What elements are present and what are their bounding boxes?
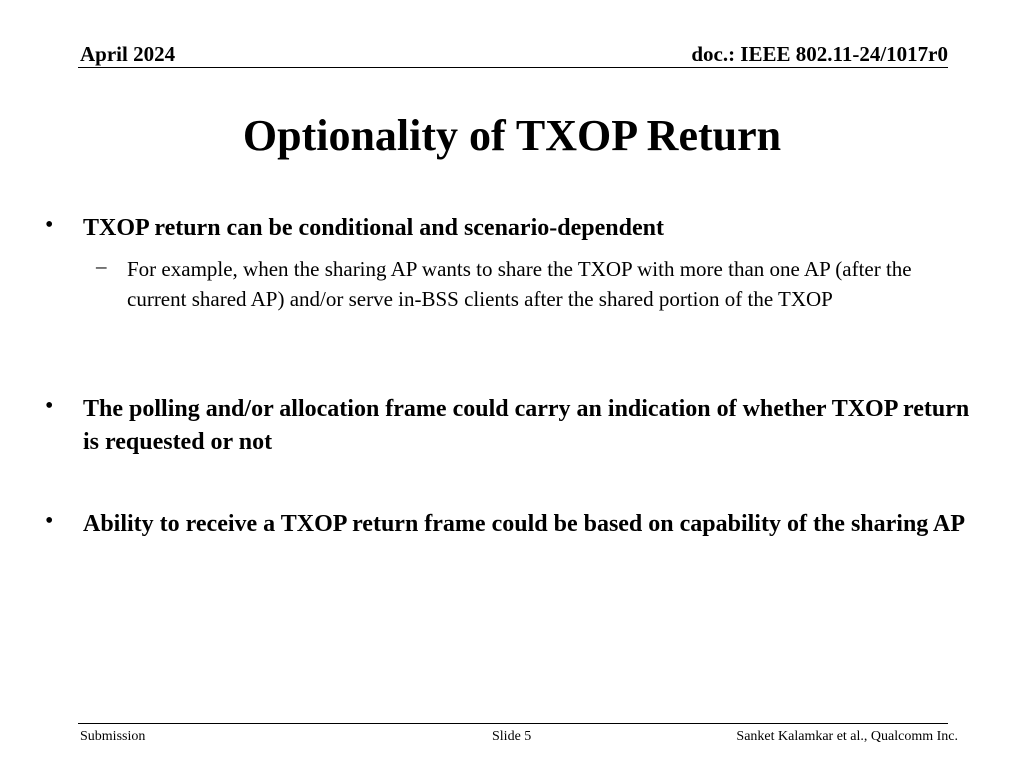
bullet-icon: • — [45, 508, 54, 534]
footer-slide-number: Slide 5 — [492, 729, 532, 744]
bullet-text-1: TXOP return can be conditional and scenario-dependent — [83, 215, 664, 241]
header-divider — [78, 67, 948, 68]
bullet-text-3: Ability to receive a TXOP return frame could be based on capability of the sharing AP — [83, 511, 965, 537]
bullet-item-2 — [45, 393, 975, 459]
footer-submission: Submission — [80, 729, 146, 744]
bullet-item-3 — [45, 508, 975, 541]
bullet-icon: • — [45, 212, 54, 238]
bullet-item-1 — [45, 212, 975, 245]
footer-authors: Sanket Kalamkar et al., Qualcomm Inc. — [736, 729, 958, 744]
bullet-icon: • — [45, 393, 54, 419]
header-date: April 2024 — [80, 42, 176, 66]
bullet-text-2: The polling and/or allocation frame could carry an indication of whether TXOP return is requested or not — [83, 396, 970, 455]
footer-divider — [78, 723, 948, 724]
dash-icon: – — [96, 254, 107, 278]
sub-bullet-item-1 — [82, 254, 962, 314]
header-doc-id: doc.: IEEE 802.11-24/1017r0 — [691, 42, 948, 66]
sub-bullet-text-1: For example, when the sharing AP wants to share the TXOP with more than one AP (after the current shared AP) and/or serve in-BSS clients after the shared portion of the TXOP — [127, 257, 912, 311]
slide-title: Optionality of TXOP Return — [242, 111, 782, 160]
